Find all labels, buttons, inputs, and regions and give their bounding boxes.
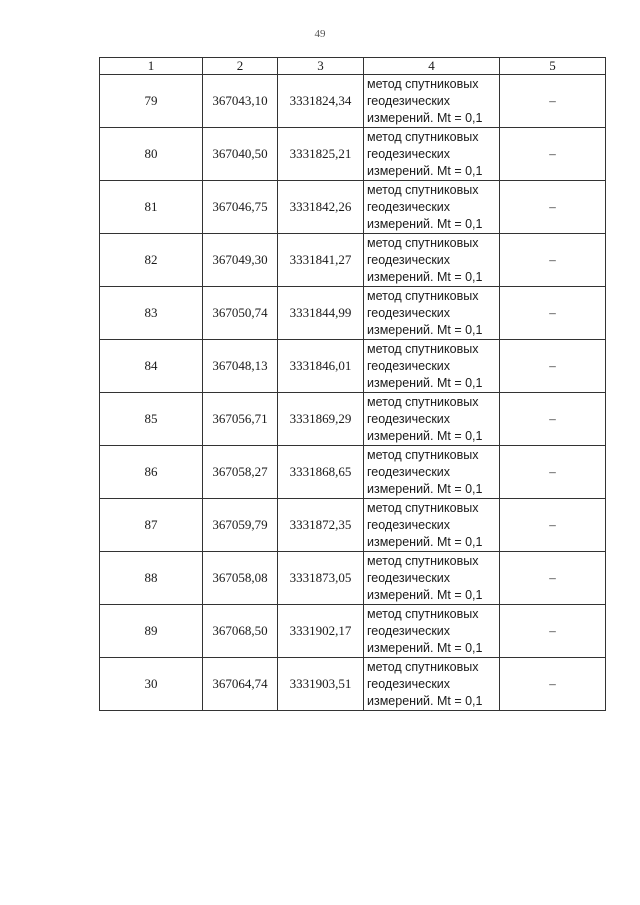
coordinate-y: 3331868,65 xyxy=(278,446,364,499)
column-5-value: – xyxy=(500,75,606,128)
method-line-3: измерений. Mt = 0,1 xyxy=(367,216,483,231)
point-number: 84 xyxy=(100,340,203,393)
coordinate-x: 367050,74 xyxy=(203,287,278,340)
column-5-value: – xyxy=(500,340,606,393)
table-row xyxy=(100,75,606,128)
coordinate-x: 367040,50 xyxy=(203,128,278,181)
method-line-1: метод спутниковых xyxy=(367,288,479,303)
coordinate-y: 3331872,35 xyxy=(278,499,364,552)
point-number: 88 xyxy=(100,552,203,605)
coordinate-x: 367048,13 xyxy=(203,340,278,393)
method-line-3: измерений. Mt = 0,1 xyxy=(367,428,483,443)
point-number: 30 xyxy=(100,658,203,711)
method-line-1: метод спутниковых xyxy=(367,447,479,462)
method-line-3: измерений. Mt = 0,1 xyxy=(367,375,483,390)
table-row xyxy=(100,658,606,711)
column-header-5: 5 xyxy=(500,58,606,75)
table-row xyxy=(100,446,606,499)
method-description xyxy=(364,393,500,446)
method-line-3: измерений. Mt = 0,1 xyxy=(367,640,483,655)
coordinate-y: 3331869,29 xyxy=(278,393,364,446)
method-line-3: измерений. Mt = 0,1 xyxy=(367,269,483,284)
coordinate-x: 367058,08 xyxy=(203,552,278,605)
method-description xyxy=(364,446,500,499)
point-number: 83 xyxy=(100,287,203,340)
method-description xyxy=(364,552,500,605)
method-line-1: метод спутниковых xyxy=(367,394,479,409)
method-line-3: измерений. Mt = 0,1 xyxy=(367,322,483,337)
method-line-2: геодезических xyxy=(367,358,451,373)
column-5-value: – xyxy=(500,605,606,658)
point-number: 85 xyxy=(100,393,203,446)
coordinate-y: 3331824,34 xyxy=(278,75,364,128)
column-5-value: – xyxy=(500,393,606,446)
coordinate-x: 367058,27 xyxy=(203,446,278,499)
method-line-1: метод спутниковых xyxy=(367,129,479,144)
point-number: 79 xyxy=(100,75,203,128)
coordinate-x: 367064,74 xyxy=(203,658,278,711)
header-row xyxy=(100,58,606,75)
column-5-value: – xyxy=(500,181,606,234)
method-line-2: геодезических xyxy=(367,199,451,214)
coordinate-y: 3331841,27 xyxy=(278,234,364,287)
coordinate-y: 3331902,17 xyxy=(278,605,364,658)
point-number: 87 xyxy=(100,499,203,552)
coordinates-table xyxy=(99,57,606,711)
column-5-value: – xyxy=(500,552,606,605)
column-5-value: – xyxy=(500,499,606,552)
method-line-3: измерений. Mt = 0,1 xyxy=(367,534,483,549)
table-row xyxy=(100,234,606,287)
table-row xyxy=(100,393,606,446)
point-number: 82 xyxy=(100,234,203,287)
coordinate-x: 367068,50 xyxy=(203,605,278,658)
method-line-3: измерений. Mt = 0,1 xyxy=(367,481,483,496)
coordinate-x: 367059,79 xyxy=(203,499,278,552)
page-number: 49 xyxy=(314,28,326,40)
method-line-2: геодезических xyxy=(367,305,451,320)
column-header-4: 4 xyxy=(364,58,500,75)
method-line-2: геодезических xyxy=(367,93,451,108)
method-line-3: измерений. Mt = 0,1 xyxy=(367,693,483,708)
table-row xyxy=(100,128,606,181)
method-description xyxy=(364,499,500,552)
method-line-1: метод спутниковых xyxy=(367,341,479,356)
point-number: 81 xyxy=(100,181,203,234)
column-5-value: – xyxy=(500,234,606,287)
method-line-1: метод спутниковых xyxy=(367,659,479,674)
column-5-value: – xyxy=(500,128,606,181)
coordinate-y: 3331844,99 xyxy=(278,287,364,340)
coordinate-y: 3331846,01 xyxy=(278,340,364,393)
method-description xyxy=(364,128,500,181)
point-number: 86 xyxy=(100,446,203,499)
method-line-2: геодезических xyxy=(367,517,451,532)
table-row xyxy=(100,287,606,340)
column-header-2: 2 xyxy=(203,58,278,75)
method-line-1: метод спутниковых xyxy=(367,606,479,621)
method-line-2: геодезических xyxy=(367,676,451,691)
method-line-1: метод спутниковых xyxy=(367,76,479,91)
method-line-2: геодезических xyxy=(367,411,451,426)
table-row xyxy=(100,340,606,393)
table-row xyxy=(100,552,606,605)
coordinate-x: 367043,10 xyxy=(203,75,278,128)
coordinate-y: 3331825,21 xyxy=(278,128,364,181)
method-line-2: геодезических xyxy=(367,146,451,161)
method-line-2: геодезических xyxy=(367,570,451,585)
column-5-value: – xyxy=(500,658,606,711)
method-description xyxy=(364,234,500,287)
point-number: 89 xyxy=(100,605,203,658)
point-number: 80 xyxy=(100,128,203,181)
method-line-1: метод спутниковых xyxy=(367,500,479,515)
coordinate-y: 3331873,05 xyxy=(278,552,364,605)
method-description xyxy=(364,658,500,711)
method-line-1: метод спутниковых xyxy=(367,553,479,568)
method-line-3: измерений. Mt = 0,1 xyxy=(367,110,483,125)
coordinate-x: 367056,71 xyxy=(203,393,278,446)
method-line-2: геодезических xyxy=(367,623,451,638)
method-line-1: метод спутниковых xyxy=(367,235,479,250)
coordinate-y: 3331842,26 xyxy=(278,181,364,234)
coordinate-x: 367046,75 xyxy=(203,181,278,234)
method-line-3: измерений. Mt = 0,1 xyxy=(367,587,483,602)
method-line-2: геодезических xyxy=(367,464,451,479)
method-line-1: метод спутниковых xyxy=(367,182,479,197)
coordinate-x: 367049,30 xyxy=(203,234,278,287)
table-row xyxy=(100,181,606,234)
column-header-1: 1 xyxy=(100,58,203,75)
coordinate-y: 3331903,51 xyxy=(278,658,364,711)
column-5-value: – xyxy=(500,287,606,340)
method-description xyxy=(364,287,500,340)
column-header-3: 3 xyxy=(278,58,364,75)
column-5-value: – xyxy=(500,446,606,499)
table-row xyxy=(100,605,606,658)
method-description xyxy=(364,605,500,658)
method-line-2: геодезических xyxy=(367,252,451,267)
table-row xyxy=(100,499,606,552)
method-description xyxy=(364,75,500,128)
method-description xyxy=(364,181,500,234)
method-line-3: измерений. Mt = 0,1 xyxy=(367,163,483,178)
method-description xyxy=(364,340,500,393)
